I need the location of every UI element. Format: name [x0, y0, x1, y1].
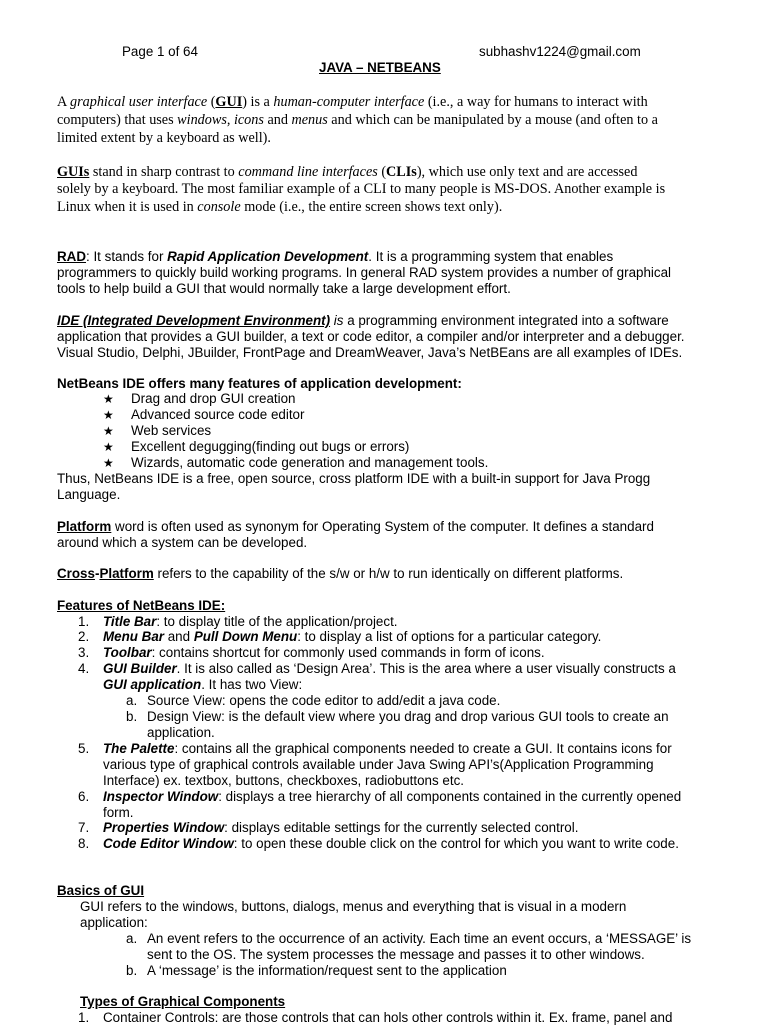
feature-bullet: Wizards, automatic code generation and management tools. [131, 455, 489, 470]
list-item [103, 836, 679, 851]
text: ), which use only text and are accessed [416, 164, 638, 180]
features-intro-heading: NetBeans IDE offers many features of application development: [57, 376, 462, 391]
text: A [57, 94, 71, 110]
text: is [330, 313, 348, 328]
list-item [103, 789, 681, 804]
sub-list-letter: a. [126, 931, 138, 946]
sub-list-letter: a. [126, 693, 138, 708]
text: : displays a tree hierarchy of all components contained in the currently opened [218, 789, 682, 804]
feature-bullet: Excellent degugging(finding out bugs or errors) [131, 439, 410, 454]
sub-list-item: Source View: opens the code editor to add/edit a java code. [147, 693, 501, 708]
rad-expansion: Rapid Application Development [167, 249, 369, 264]
list-number: 6. [78, 789, 90, 804]
basics-heading: Basics of GUI [57, 883, 145, 898]
text: : contains shortcut for commonly used commands in form of icons. [151, 645, 545, 660]
text: , [226, 112, 234, 128]
cli-para-line1 [57, 164, 637, 181]
platform-term: Platform [57, 519, 112, 534]
list-item [103, 741, 672, 756]
sub-list-item: application. [147, 725, 215, 740]
text: : displays editable settings for the currently selected control. [224, 820, 579, 835]
list-number: 1. [78, 614, 90, 629]
platform-term: Platform [99, 566, 154, 581]
text: ( [207, 94, 216, 110]
basics-line1: GUI refers to the windows, buttons, dialogs, menus and everything that is visual in a modern [80, 899, 627, 914]
text: : to display a list of options for a particular category. [297, 629, 602, 644]
types-line1: Container Controls: are those controls that can hols other controls within it. Ex. frame, panel and [103, 1010, 673, 1025]
text: : to display title of the application/project. [156, 614, 398, 629]
text: refers to the capability of the s/w or h/w to run identically on different platforms. [153, 566, 624, 581]
rad-term: RAD [57, 249, 87, 264]
text: : It stands for [86, 249, 168, 264]
item-term: Properties Window [103, 820, 225, 835]
feature-bullet: Advanced source code editor [131, 407, 305, 422]
item-term: Menu Bar [103, 629, 165, 644]
item-term: Code Editor Window [103, 836, 234, 851]
hci-term: human-computer interface [273, 94, 425, 110]
platform-para-line2: around which a system can be developed. [57, 535, 308, 550]
cli-para-line2: solely by a keyboard. The most familiar example of a CLI to many people is MS-DOS. Another example is [57, 181, 666, 197]
rad-para-line2: programmers to quickly build working programs. In general RAD system provides a number of graphical [57, 265, 672, 280]
list-number: 3. [78, 645, 90, 660]
document-title: JAVA – NETBEANS [319, 60, 441, 75]
clis-abbrev: CLIs [386, 164, 417, 180]
gui-para-line3: limited extent by a keyboard as well). [57, 130, 271, 146]
cli-para-line3 [57, 199, 502, 216]
gui-para-line1 [57, 94, 648, 111]
feature-bullet: Drag and drop GUI creation [131, 391, 296, 406]
features-summary-line1: Thus, NetBeans IDE is a free, open source, cross platform IDE with a built-in support for Java Progg [57, 471, 651, 486]
cli-term: command line interfaces [238, 164, 378, 180]
menus-term: menus [291, 112, 328, 128]
feature-bullet: Web services [131, 423, 212, 438]
rad-para-line3: tools to help build a GUI that would normally take a large development effort. [57, 281, 511, 296]
windows-term: windows [177, 112, 227, 128]
features-summary-line2: Language. [57, 487, 121, 502]
text: and which can be manipulated by a mouse (and often to a [327, 112, 658, 128]
item-term: Inspector Window [103, 789, 219, 804]
sub-list-item: Design View: is the default view where you drag and drop various GUI tools to create an [147, 709, 669, 724]
ide-term: IDE (Integrated Development Environment) [57, 313, 331, 328]
cross-term: Cross [57, 566, 95, 581]
list-item [103, 677, 302, 692]
sub-list-letter: b. [126, 709, 138, 724]
author-email: subhashv1224@gmail.com [479, 44, 641, 59]
item-term: GUI Builder [103, 661, 177, 676]
text: ) is a [242, 94, 274, 110]
cross-platform-para [57, 566, 623, 581]
item-term: Title Bar [103, 614, 157, 629]
item-term: Pull Down Menu [193, 629, 298, 644]
list-item [103, 614, 398, 629]
text: ( [377, 164, 387, 180]
star-bullet-icon: ★ [103, 392, 114, 406]
list-number: 2. [78, 629, 90, 644]
basics-b-line1: A ‘message’ is the information/request sent to the application [147, 963, 507, 978]
gui-term: graphical user interface [70, 94, 208, 110]
guis-term: GUIs [57, 164, 90, 180]
sub-list-letter: b. [126, 963, 138, 978]
console-term: console [197, 199, 241, 215]
list-number: 1. [78, 1010, 90, 1025]
list-item: various type of graphical controls available under Java Swing API’s(Application Programming [103, 757, 654, 772]
platform-para-line1 [57, 519, 654, 534]
star-bullet-icon: ★ [103, 440, 114, 454]
text: stand in sharp contrast to [89, 164, 239, 180]
text: computers) that uses [57, 112, 178, 128]
item-term: GUI application [103, 677, 202, 692]
basics-a-line1: An event refers to the occurrence of an activity. Each time an event occurs, a ‘MESSAGE’ is [147, 931, 692, 946]
text: . It is a programming system that enables [368, 249, 614, 264]
text: word is often used as synonym for Operating System of the computer. It defines a standard [111, 519, 654, 534]
page-number: Page 1 of 64 [122, 44, 198, 59]
text: Linux when it is used in [57, 199, 198, 215]
list-item [103, 629, 601, 644]
text: and [164, 629, 194, 644]
gui-abbrev: GUI [215, 94, 243, 110]
ide-para-line1 [57, 313, 669, 328]
text: and [263, 112, 292, 128]
list-item [103, 661, 676, 676]
star-bullet-icon: ★ [103, 424, 114, 438]
ide-para-line2: application that provides a GUI builder, a text or code editor, a compiler and/or interpreter and a debugger. [57, 329, 685, 344]
text: : contains all the graphical components needed to create a GUI. It contains icons for [174, 741, 672, 756]
list-item [103, 645, 545, 660]
ide-para-line3: Visual Studio, Delphi, JBuilder, FrontPage and DreamWeaver, Java’s NetBEans are all examples of IDEs. [57, 345, 683, 360]
list-item: Interface) ex. textbox, buttons, checkboxes, radiobuttons etc. [103, 773, 465, 788]
list-number: 4. [78, 661, 90, 676]
text: : to open these double click on the control for which you want to write code. [233, 836, 679, 851]
basics-a-line2: sent to the OS. The system processes the message and passes it to other windows. [147, 947, 645, 962]
star-bullet-icon: ★ [103, 456, 114, 470]
list-number: 8. [78, 836, 90, 851]
icons-term: icons [233, 112, 264, 128]
list-item [103, 820, 578, 835]
text: (i.e., a way for humans to interact with [424, 94, 648, 110]
item-term: Toolbar [103, 645, 152, 660]
text: . It is also called as ‘Design Area’. This is the area where a user visually constructs a [176, 661, 676, 676]
list-number: 7. [78, 820, 90, 835]
list-item: form. [103, 805, 134, 820]
types-heading: Types of Graphical Components [80, 994, 286, 1009]
text: - [94, 566, 100, 581]
gui-para-line2 [57, 112, 658, 129]
list-number: 5. [78, 741, 90, 756]
star-bullet-icon: ★ [103, 408, 114, 422]
text: a programming environment integrated into a software [347, 313, 669, 328]
rad-para-line1 [57, 249, 613, 264]
item-term: The Palette [103, 741, 175, 756]
text: mode (i.e., the entire screen shows text only). [240, 199, 503, 215]
features-nb-heading: Features of NetBeans IDE: [57, 598, 226, 613]
basics-line2: application: [80, 915, 148, 930]
text: . It has two View: [201, 677, 303, 692]
